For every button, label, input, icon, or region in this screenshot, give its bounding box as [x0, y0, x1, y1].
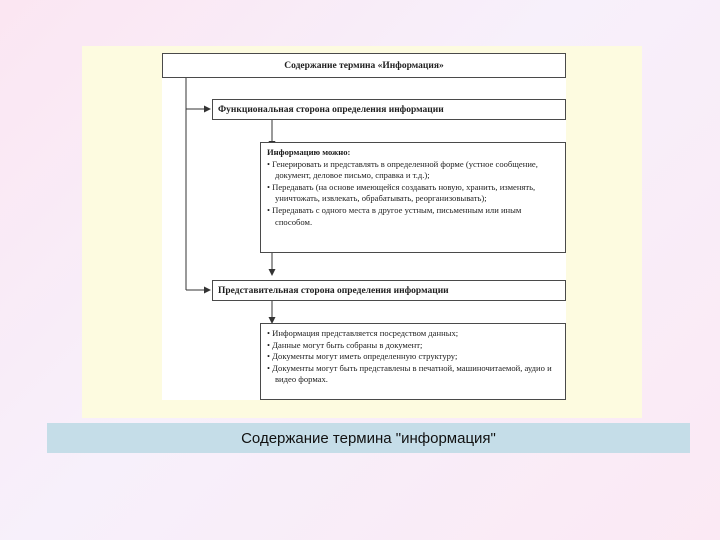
diagram-title-box: [162, 53, 566, 78]
representational-list-box: [260, 323, 566, 400]
list-item: • Информация представляется посредством данных;: [267, 328, 459, 338]
functional-list-heading: Информацию можно:: [267, 147, 351, 157]
representational-label: Представительная сторона определения информации: [218, 285, 449, 296]
slide-caption: [47, 423, 690, 453]
functional-header-box: [212, 99, 566, 120]
list-item: • Документы могут быть представлены в печатной, машиночитаемой, аудио и видео формах.: [267, 362, 552, 385]
list-item: • Документы могут иметь определенную структуру;: [267, 351, 458, 362]
caption-text: Содержание термина "информация": [241, 429, 496, 447]
representational-header-box: [212, 280, 566, 301]
list-item: • Генерировать и представлять в определенной форме (устное сообщение, документ, деловое письмо, справка и т.д.);: [267, 158, 538, 181]
diagram-title: Содержание термина «Информация»: [284, 60, 444, 71]
list-item: • Данные могут быть собраны в документ;: [267, 339, 423, 350]
list-item: • Передавать с одного места в другое устным, письменным или иным способом.: [267, 204, 522, 227]
list-item: • Передавать (на основе имеющейся создавать новую, хранить, изменять, уничтожать, извлекать, обрабатывать, реорганизовывать);: [267, 181, 536, 204]
diagram-figure: [162, 53, 566, 400]
functional-label: Функциональная сторона определения информации: [218, 104, 444, 115]
functional-list-box: [260, 142, 566, 253]
